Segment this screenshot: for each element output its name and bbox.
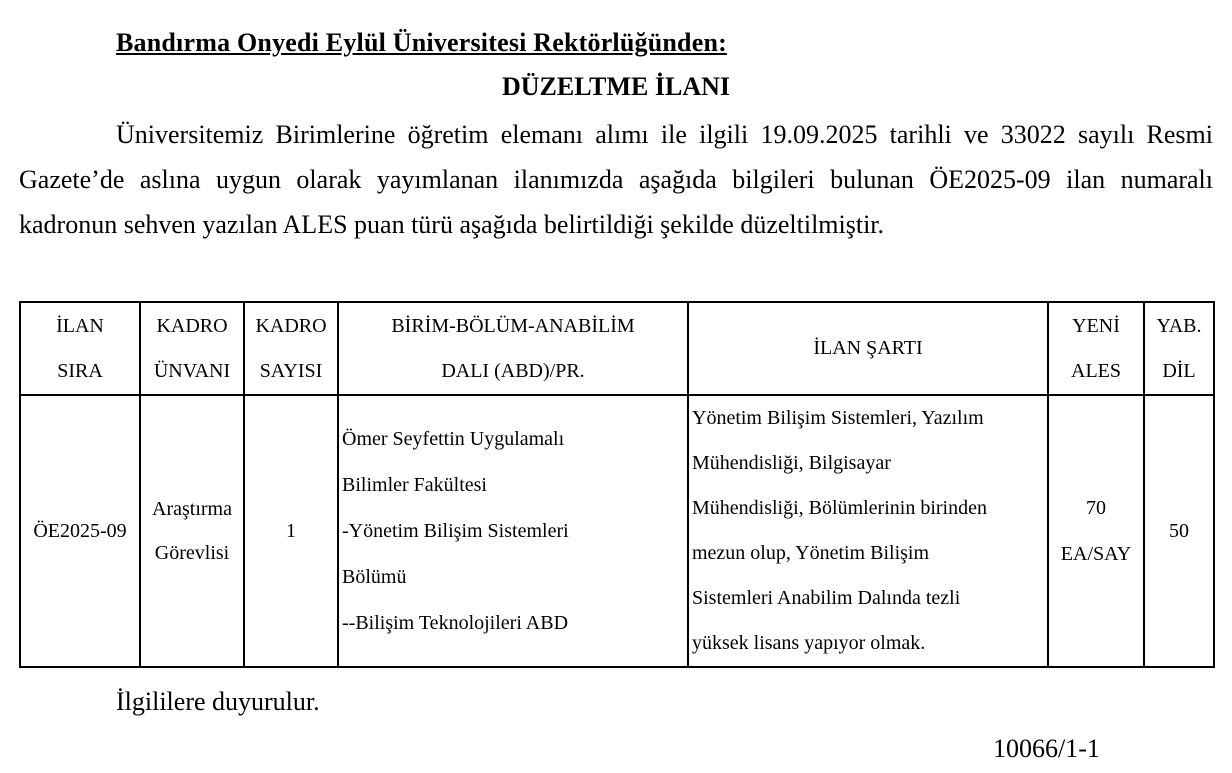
position-table: [19, 301, 1215, 668]
header-ilan-sarti: [688, 302, 1048, 395]
header-yab-dil: [1144, 302, 1214, 395]
header-kadro-unvani-line1: KADRO: [156, 314, 228, 337]
cell-yeni-ales-type: EA/SAY: [1060, 543, 1132, 565]
cell-kadro-unvani-line1: Araştırma: [152, 498, 232, 520]
cell-kadro-sayisi: 1: [244, 395, 338, 667]
header-yeni-ales: [1048, 302, 1144, 395]
header-birim-line1: BİRİM-BÖLÜM-ANABİLİM: [391, 314, 635, 337]
cell-yab-dil: 50: [1144, 395, 1214, 667]
cell-birim: [338, 395, 688, 667]
header-yab-dil-line1: YAB.: [1156, 314, 1202, 337]
header-yab-dil-line2: DİL: [1162, 359, 1196, 382]
closing-text: İlgililere duyurulur.: [116, 687, 320, 716]
header-ilan-sira: [20, 302, 140, 395]
header-yeni-ales-line2: ALES: [1071, 359, 1121, 382]
cell-ilan-sarti: [688, 395, 1048, 667]
cell-ilan-sarti-line3: Mühendisliği, Bölümlerinin birinden: [692, 497, 987, 519]
header-yeni-ales-line1: YENİ: [1072, 314, 1120, 337]
notice-title: DÜZELTME İLANI: [501, 72, 731, 101]
cell-ilan-sarti-line1: Yönetim Bilişim Sistemleri, Yazılım: [692, 407, 984, 429]
cell-yeni-ales: [1048, 395, 1144, 667]
cell-kadro-unvani-line2: Görevlisi: [154, 542, 230, 564]
cell-birim-line5: --Bilişim Teknolojileri ABD: [342, 612, 569, 634]
intro-paragraph: Üniversitemiz Birimlerine öğretim elemanı alımı ile ilgili 19.09.2025 tarihli ve 33022 sayılı Resmi Gazete’de aslına uygun olarak yayımlanan ilanımızda aşağıda bilgileri bulunan ÖE2025-09 ilan numaralı kadronun sehven yazılan ALES puan türü aşağıda belirtildiği şekilde düzeltilmiştir.: [19, 120, 1213, 239]
cell-ilan-sarti-line6: yüksek lisans yapıyor olmak.: [692, 632, 926, 654]
cell-ilan-sarti-line4: mezun olup, Yönetim Bilişim: [692, 542, 930, 564]
cell-birim-line1: Ömer Seyfettin Uygulamalı: [342, 428, 565, 450]
reference-number: 10066/1-1: [993, 734, 1100, 763]
header-kadro-sayisi-line2: SAYISI: [259, 359, 323, 382]
cell-ilan-sira: ÖE2025-09: [20, 395, 140, 667]
table-header-row: [20, 302, 1214, 395]
cell-birim-line4: Bölümü: [342, 566, 407, 588]
header-kadro-sayisi-line1: KADRO: [255, 314, 327, 337]
header-kadro-unvani-line2: ÜNVANI: [153, 359, 231, 382]
cell-ilan-sarti-line5: Sistemleri Anabilim Dalında tezli: [692, 587, 961, 609]
cell-birim-line3: -Yönetim Bilişim Sistemleri: [342, 520, 569, 542]
cell-ilan-sarti-line2: Mühendisliği, Bilgisayar: [692, 452, 891, 474]
institution-heading: Bandırma Onyedi Eylül Üniversitesi Rektörlüğünden:: [116, 28, 727, 57]
header-ilan-sira-line2: SIRA: [57, 359, 103, 382]
header-kadro-sayisi: [244, 302, 338, 395]
cell-birim-line2: Bilimler Fakültesi: [342, 474, 487, 496]
table-row: [20, 395, 1214, 667]
header-kadro-unvani: [140, 302, 244, 395]
cell-kadro-unvani: [140, 395, 244, 667]
header-birim: [338, 302, 688, 395]
header-ilan-sira-line1: İLAN: [56, 314, 104, 337]
header-birim-line2: DALI (ABD)/PR.: [441, 359, 585, 382]
header-ilan-sarti-text: İLAN ŞARTI: [813, 337, 923, 359]
cell-yeni-ales-score: 70: [1086, 497, 1106, 519]
